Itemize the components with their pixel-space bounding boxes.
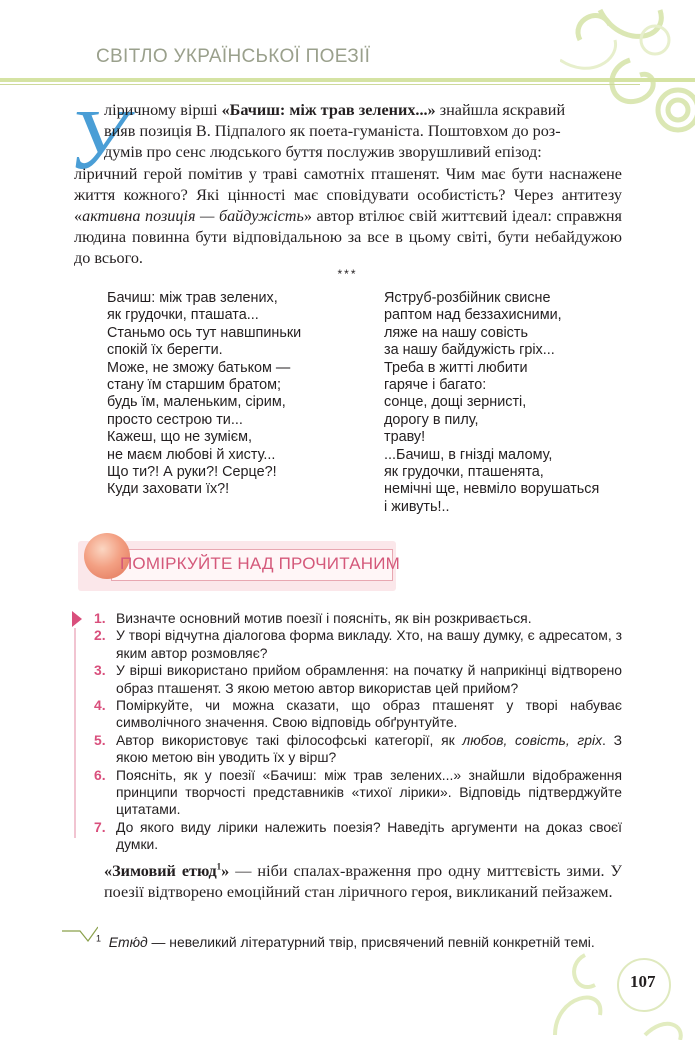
outro-paragraph: «Зимовий етюд$^1$» — ніби спалах-враження про одну миттєвість зими. У поезії відтворено емоційний стан ліричного героя, викликаний пейзажем. (104, 861, 622, 902)
poem-title-bold: «Бачиш: між трав зелених...» (221, 101, 436, 119)
poem-line: і живуть!.. (384, 498, 450, 515)
poem-separator-stars: *** (337, 267, 358, 281)
question-item: 7. До якого виду лірики належить поезія? Наведіть аргументи на доказ своєї думки. (94, 818, 622, 853)
poem-line: Куди заховати їх?! (107, 481, 230, 498)
poem-line: Бачиш: між трав зелених, (107, 290, 278, 306)
poem-line: Може, не зможу батьком — (107, 359, 291, 376)
page-number: 107 (630, 972, 656, 991)
question-number: 7. (94, 818, 106, 835)
poem-line: Треба в житті любити (384, 359, 528, 376)
pointer-arrow-icon (72, 611, 82, 627)
poem-line: Кажеш, що не зумієм, (107, 429, 252, 446)
poem-line: сонце, дощі зернисті, (384, 394, 527, 411)
question-number: 6. (94, 766, 106, 783)
question-number: 3. (94, 662, 106, 679)
poem-line: просто сестрою ти... (107, 411, 243, 428)
footnote: $^1$ Етю́д — невеликий літературний твір, присвячений певній конкретній темі. (96, 933, 595, 950)
poem-line: будь їм, маленьким, сірим, (107, 394, 286, 411)
question-item: 1. Визначте основний мотив поезії і поясніть, як він розкривається. (94, 610, 532, 626)
header-divider-thin (0, 84, 640, 85)
poem-line: Що ти?! А руки?! Серце?! (107, 464, 277, 481)
poem-line: за нашу байдужість гріх... (384, 342, 555, 359)
question-item: 4. Поміркуйте, чи можна сказати, що образ пташенят у творі набуває символічного значення. Свою відповідь обґрунтуйте. (94, 697, 622, 731)
etude-title-bold: «Зимовий етюд$^1$» (104, 861, 230, 880)
questions-list (94, 610, 622, 854)
running-header-title: СВІТЛО УКРАЇНСЬКОЇ ПОЕЗІЇ (96, 46, 371, 67)
question-number: 4. (94, 697, 106, 714)
footnote-leaf-icon (62, 925, 98, 943)
antithesis-italic: активна позиція — байдужість (82, 207, 304, 226)
poem-line: траву! (384, 429, 426, 446)
poem-line: Станьмо ось тут навшпиньки (107, 324, 302, 341)
footnote-marker: 1 (216, 861, 222, 872)
question-item: 5. Автор використовує такі філософські категорії, як любов, совість, гріх. З якою метою він уводить їх у вірш? (94, 731, 623, 766)
question-number: 5. (94, 731, 106, 748)
poem-line: не маєм любові й хисту... (107, 446, 276, 463)
questions-side-bar (74, 628, 76, 838)
question-item: 3. У вірші використано прийом обрамлення: на початку й наприкінці відтворено образ пташенят. З якою метою автор використав цей прийом? (94, 662, 622, 696)
drop-cap: У (68, 91, 126, 187)
poem-line: гаряче і багато: (384, 377, 487, 394)
poem-line: раптом над беззахисними, (384, 307, 562, 324)
question-item: 2. У творі відчутна діалогова форма викладу. Хто, на вашу думку, є адресатом, з яким автор розмовляє? (94, 627, 622, 661)
poem-column-left (107, 290, 301, 499)
poem-line: спокій їх берегти. (107, 342, 223, 359)
poem-line: як грудочки, пташата... (107, 307, 259, 324)
poem-line: ...Бачиш, в гнізді малому, (384, 446, 553, 463)
poem-line: як грудочки, пташенята, (384, 464, 544, 481)
intro-paragraph: ліричному вірші «Бачиш: між трав зелених...» знайшла яскравий вияв позиція В. Підпалого як поета-гуманіста. Поштовхом до роз- думів про сенс людського буття послужив зворушливий епізод: ліричний герой помітив у траві самотніх пташенят. Чим має бути наснажене життя кожного? Які цінності має сповідувати особистість? Через антитезу «активна позиція — байдужість» автор втілює свій життєвий ідеал: справжня людина повинна бути відповідальною за все в цьому світі, бути небайдужою до всього. (74, 101, 622, 268)
section-title: ПОМІРКУЙТЕ НАД ПРОЧИТАНИМ (120, 554, 401, 573)
question-number: 1. (94, 610, 106, 626)
poem-column-right (384, 290, 599, 516)
footnote-term: Етю́д (108, 934, 148, 950)
header-divider (0, 78, 695, 82)
poem-line: стану їм старшим братом; (107, 377, 282, 394)
poem-line: немічні ще, невміло ворушаться (384, 481, 600, 498)
poem-line: ляже на нашу совість (384, 324, 528, 341)
question-number: 2. (94, 627, 106, 644)
question-item: 6. Поясніть, як у поезії «Бачиш: між трав зелених...» знайшли відображення принципи творчості представників «тихої лірики». Відповідь підтверджуйте цитатами. (94, 766, 622, 818)
poem-line: Яструб-розбійник свисне (384, 290, 551, 306)
poem-line: дорогу в пилу, (384, 411, 479, 428)
